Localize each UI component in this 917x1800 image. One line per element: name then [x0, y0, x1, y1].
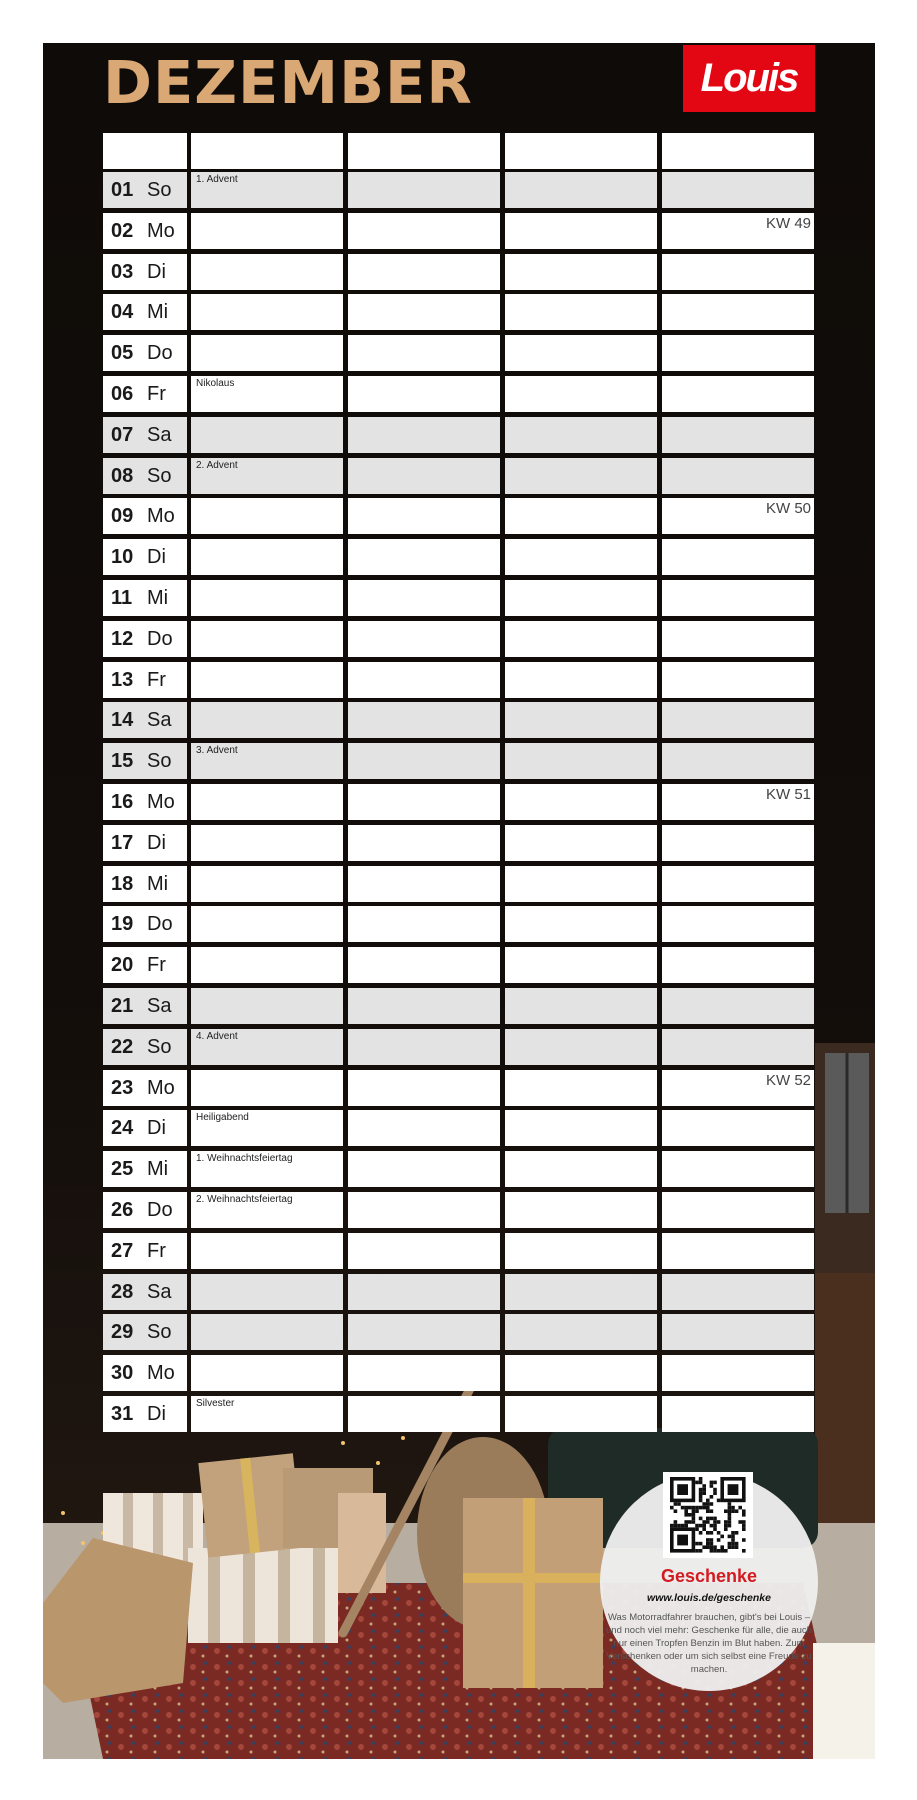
- header-cell: [191, 133, 343, 169]
- calendar-week-label: KW 52: [765, 1072, 811, 1089]
- weekday-name: Do: [147, 912, 173, 935]
- entry-cell[interactable]: [662, 1029, 814, 1065]
- entry-cell[interactable]: [505, 662, 657, 698]
- entry-cell[interactable]: [505, 906, 657, 942]
- day-label: [103, 906, 187, 942]
- entry-cell[interactable]: [348, 458, 500, 494]
- entry-cell[interactable]: [348, 417, 500, 453]
- day-label: [103, 988, 187, 1024]
- entry-cell[interactable]: [505, 825, 657, 861]
- entry-cell[interactable]: [662, 702, 814, 738]
- day-label: [103, 662, 187, 698]
- weekday-name: Sa: [147, 994, 172, 1017]
- header-cell: [348, 133, 500, 169]
- entry-cell[interactable]: [662, 906, 814, 942]
- entry-cell[interactable]: [191, 172, 343, 208]
- day-number: 12: [111, 627, 134, 650]
- weekday-name: Di: [147, 831, 166, 854]
- entry-cell[interactable]: [662, 213, 814, 249]
- entry-cell[interactable]: [505, 335, 657, 371]
- day-number: 09: [111, 504, 134, 527]
- header-cell: [103, 133, 187, 169]
- day-label: [103, 417, 187, 453]
- day-number: 27: [111, 1239, 134, 1262]
- day-number: 18: [111, 872, 134, 895]
- holiday-note: 1. Weihnachtsfeiertag: [196, 1153, 293, 1164]
- day-label: [103, 254, 187, 290]
- entry-cell[interactable]: [348, 1029, 500, 1065]
- day-label: [103, 743, 187, 779]
- day-number: 16: [111, 790, 134, 813]
- weekday-name: So: [147, 464, 172, 487]
- entry-cell[interactable]: [348, 539, 500, 575]
- qr-code[interactable]: [663, 1472, 753, 1558]
- weekday-name: Fr: [147, 668, 166, 691]
- entry-cell[interactable]: [662, 1314, 814, 1350]
- calendar-week-label: KW 50: [765, 500, 811, 517]
- entry-cell[interactable]: [348, 743, 500, 779]
- entry-cell[interactable]: [191, 1070, 343, 1106]
- entry-cell[interactable]: [191, 825, 343, 861]
- day-label: [103, 1070, 187, 1106]
- entry-cell[interactable]: [348, 1070, 500, 1106]
- entry-cell[interactable]: [348, 335, 500, 371]
- entry-cell[interactable]: [662, 1070, 814, 1106]
- entry-cell[interactable]: [662, 254, 814, 290]
- weekday-name: Do: [147, 1198, 173, 1221]
- weekday-name: Di: [147, 260, 166, 283]
- entry-cell[interactable]: [348, 906, 500, 942]
- day-label: [103, 172, 187, 208]
- day-number: 26: [111, 1198, 134, 1221]
- entry-cell[interactable]: [348, 662, 500, 698]
- entry-cell[interactable]: [505, 458, 657, 494]
- weekday-name: Do: [147, 341, 173, 364]
- entry-cell[interactable]: [348, 294, 500, 330]
- day-number: 15: [111, 749, 134, 772]
- calendar-page: [43, 43, 875, 1759]
- entry-cell[interactable]: [662, 784, 814, 820]
- holiday-note: 1. Advent: [196, 174, 238, 185]
- day-label: [103, 376, 187, 412]
- day-number: 23: [111, 1076, 134, 1099]
- day-label: [103, 947, 187, 983]
- entry-cell[interactable]: [348, 1151, 500, 1187]
- holiday-note: Nikolaus: [196, 378, 235, 389]
- entry-cell[interactable]: [662, 376, 814, 412]
- entry-cell[interactable]: [662, 417, 814, 453]
- entry-cell[interactable]: [348, 988, 500, 1024]
- entry-cell[interactable]: [191, 743, 343, 779]
- entry-cell[interactable]: [505, 294, 657, 330]
- entry-cell[interactable]: [662, 621, 814, 657]
- entry-cell[interactable]: [505, 172, 657, 208]
- entry-cell[interactable]: [191, 539, 343, 575]
- weekday-name: Mo: [147, 790, 175, 813]
- day-number: 22: [111, 1035, 134, 1058]
- entry-cell[interactable]: [191, 702, 343, 738]
- entry-cell[interactable]: [505, 1110, 657, 1146]
- day-number: 17: [111, 831, 134, 854]
- entry-cell[interactable]: [662, 825, 814, 861]
- day-label: [103, 498, 187, 534]
- day-label: [103, 294, 187, 330]
- holiday-note: 4. Advent: [196, 1031, 238, 1042]
- entry-cell[interactable]: [348, 1274, 500, 1310]
- entry-cell[interactable]: [662, 172, 814, 208]
- entry-cell[interactable]: [191, 1110, 343, 1146]
- calendar-week-label: KW 49: [765, 215, 811, 232]
- entry-cell[interactable]: [662, 458, 814, 494]
- entry-cell[interactable]: [191, 1151, 343, 1187]
- entry-cell[interactable]: [191, 1192, 343, 1228]
- entry-cell[interactable]: [662, 1151, 814, 1187]
- day-label: [103, 1274, 187, 1310]
- day-label: [103, 580, 187, 616]
- day-number: 03: [111, 260, 134, 283]
- entry-cell[interactable]: [662, 1110, 814, 1146]
- holiday-note: 2. Advent: [196, 460, 238, 471]
- weekday-name: Fr: [147, 382, 166, 405]
- entry-cell[interactable]: [505, 1151, 657, 1187]
- weekday-name: So: [147, 178, 172, 201]
- day-label: [103, 1355, 187, 1391]
- entry-cell[interactable]: [662, 947, 814, 983]
- entry-cell[interactable]: [348, 1396, 500, 1432]
- day-label: [103, 1314, 187, 1350]
- day-number: 07: [111, 423, 134, 446]
- day-label: [103, 1233, 187, 1269]
- entry-cell[interactable]: [505, 621, 657, 657]
- day-label: [103, 866, 187, 902]
- header-cell: [505, 133, 657, 169]
- day-label: [103, 1192, 187, 1228]
- weekday-name: Sa: [147, 423, 172, 446]
- weekday-name: Mo: [147, 1076, 175, 1099]
- entry-cell[interactable]: [505, 743, 657, 779]
- day-number: 13: [111, 668, 134, 691]
- entry-cell[interactable]: [505, 866, 657, 902]
- entry-cell[interactable]: [505, 1274, 657, 1310]
- weekday-name: Di: [147, 545, 166, 568]
- entry-cell[interactable]: [191, 662, 343, 698]
- day-label: [103, 458, 187, 494]
- entry-cell[interactable]: [662, 1192, 814, 1228]
- entry-cell[interactable]: [662, 539, 814, 575]
- day-number: 05: [111, 341, 134, 364]
- entry-cell[interactable]: [505, 376, 657, 412]
- entry-cell[interactable]: [662, 294, 814, 330]
- entry-cell[interactable]: [348, 621, 500, 657]
- holiday-note: 2. Weihnachtsfeiertag: [196, 1194, 293, 1205]
- entry-cell[interactable]: [191, 621, 343, 657]
- holiday-note: Heiligabend: [196, 1112, 249, 1123]
- entry-cell[interactable]: [505, 213, 657, 249]
- day-label: [103, 702, 187, 738]
- entry-cell[interactable]: [191, 1233, 343, 1269]
- day-label: [103, 1110, 187, 1146]
- entry-cell[interactable]: [662, 1274, 814, 1310]
- day-number: 20: [111, 953, 134, 976]
- entry-cell[interactable]: [505, 1233, 657, 1269]
- entry-cell[interactable]: [505, 254, 657, 290]
- holiday-note: 3. Advent: [196, 745, 238, 756]
- weekday-name: Do: [147, 627, 173, 650]
- entry-cell[interactable]: [191, 294, 343, 330]
- day-number: 08: [111, 464, 134, 487]
- promo-title: Geschenke: [660, 1566, 758, 1586]
- entry-cell[interactable]: [662, 1355, 814, 1391]
- entry-cell[interactable]: [191, 498, 343, 534]
- entry-cell[interactable]: [348, 580, 500, 616]
- entry-cell[interactable]: [191, 335, 343, 371]
- entry-cell[interactable]: [191, 947, 343, 983]
- entry-cell[interactable]: [505, 580, 657, 616]
- entry-cell[interactable]: [191, 1029, 343, 1065]
- entry-cell[interactable]: [348, 947, 500, 983]
- entry-cell[interactable]: [662, 1396, 814, 1432]
- entry-cell[interactable]: [505, 1029, 657, 1065]
- entry-cell[interactable]: [348, 866, 500, 902]
- promo-link[interactable]: www.louis.de/geschenke: [647, 1592, 771, 1604]
- entry-cell[interactable]: [348, 172, 500, 208]
- entry-cell[interactable]: [662, 1233, 814, 1269]
- entry-cell[interactable]: [505, 539, 657, 575]
- entry-cell[interactable]: [191, 213, 343, 249]
- entry-cell[interactable]: [662, 988, 814, 1024]
- entry-cell[interactable]: [348, 1110, 500, 1146]
- weekday-name: Di: [147, 1116, 166, 1139]
- entry-cell[interactable]: [191, 376, 343, 412]
- promo-description: Was Motorradfahrer brauchen, gibt's bei Louis – und noch viel mehr: Geschenke für alle, die auch nur einen Tropfen Benzin im Blut haben. Zum Verschenken oder um sich selbst eine Freude zu machen.: [606, 1612, 812, 1675]
- day-number: 06: [111, 382, 134, 405]
- entry-cell[interactable]: [191, 254, 343, 290]
- entry-cell[interactable]: [505, 417, 657, 453]
- entry-cell[interactable]: [505, 988, 657, 1024]
- day-number: 02: [111, 219, 134, 242]
- day-number: 28: [111, 1280, 134, 1303]
- calendar-week-label: KW 51: [765, 786, 811, 803]
- header-cell: [662, 133, 814, 169]
- weekday-name: Fr: [147, 1239, 166, 1262]
- entry-cell[interactable]: [348, 254, 500, 290]
- day-number: 19: [111, 912, 134, 935]
- entry-cell[interactable]: [348, 213, 500, 249]
- day-label: [103, 539, 187, 575]
- day-label: [103, 784, 187, 820]
- weekday-name: Mi: [147, 872, 169, 895]
- day-label: [103, 1029, 187, 1065]
- holiday-note: Silvester: [196, 1398, 235, 1409]
- entry-cell[interactable]: [191, 1274, 343, 1310]
- entry-cell[interactable]: [348, 784, 500, 820]
- weekday-name: Mi: [147, 586, 169, 609]
- entry-cell[interactable]: [505, 1396, 657, 1432]
- day-number: 24: [111, 1116, 134, 1139]
- louis-logo: Louis: [683, 45, 815, 112]
- entry-cell[interactable]: [662, 662, 814, 698]
- weekday-name: Mi: [147, 300, 169, 323]
- entry-cell[interactable]: [505, 1314, 657, 1350]
- weekday-name: Fr: [147, 953, 166, 976]
- qr-code-icon: [663, 1472, 753, 1558]
- entry-cell[interactable]: [505, 498, 657, 534]
- entry-cell[interactable]: [505, 784, 657, 820]
- day-number: 01: [111, 178, 134, 201]
- entry-cell[interactable]: [662, 335, 814, 371]
- entry-cell[interactable]: [505, 1070, 657, 1106]
- weekday-name: Sa: [147, 708, 172, 731]
- month-title: DEZEMBER: [103, 48, 473, 117]
- entry-cell[interactable]: [191, 1396, 343, 1432]
- weekday-name: Di: [147, 1402, 166, 1425]
- entry-cell[interactable]: [191, 580, 343, 616]
- day-number: 11: [111, 586, 133, 609]
- day-number: 30: [111, 1361, 134, 1384]
- entry-cell[interactable]: [348, 825, 500, 861]
- day-number: 04: [111, 300, 134, 323]
- entry-cell[interactable]: [348, 1192, 500, 1228]
- day-label: [103, 335, 187, 371]
- entry-cell[interactable]: [662, 580, 814, 616]
- day-label: [103, 1396, 187, 1432]
- entry-cell[interactable]: [191, 866, 343, 902]
- day-label: [103, 213, 187, 249]
- day-number: 25: [111, 1157, 134, 1180]
- entry-cell[interactable]: [505, 947, 657, 983]
- weekday-name: Sa: [147, 1280, 172, 1303]
- entry-cell[interactable]: [191, 1355, 343, 1391]
- day-number: 10: [111, 545, 134, 568]
- entry-cell[interactable]: [662, 866, 814, 902]
- entry-cell[interactable]: [191, 1314, 343, 1350]
- weekday-name: Mi: [147, 1157, 169, 1180]
- entry-cell[interactable]: [505, 702, 657, 738]
- entry-cell[interactable]: [191, 417, 343, 453]
- entry-cell[interactable]: [191, 906, 343, 942]
- entry-cell[interactable]: [191, 784, 343, 820]
- day-number: 29: [111, 1320, 134, 1343]
- weekday-name: Mo: [147, 504, 175, 527]
- entry-cell[interactable]: [348, 1314, 500, 1350]
- day-label: [103, 621, 187, 657]
- entry-cell[interactable]: [348, 1355, 500, 1391]
- weekday-name: Mo: [147, 219, 175, 242]
- entry-cell[interactable]: [191, 458, 343, 494]
- day-label: [103, 1151, 187, 1187]
- day-number: 21: [111, 994, 134, 1017]
- entry-cell[interactable]: [191, 988, 343, 1024]
- weekday-name: Mo: [147, 1361, 175, 1384]
- weekday-name: So: [147, 1320, 172, 1343]
- entry-cell[interactable]: [348, 702, 500, 738]
- entry-cell[interactable]: [348, 498, 500, 534]
- day-number: 14: [111, 708, 134, 731]
- entry-cell[interactable]: [662, 743, 814, 779]
- day-label: [103, 825, 187, 861]
- entry-cell[interactable]: [505, 1355, 657, 1391]
- entry-cell[interactable]: [348, 376, 500, 412]
- entry-cell[interactable]: [505, 1192, 657, 1228]
- day-number: 31: [111, 1402, 134, 1425]
- weekday-name: So: [147, 1035, 172, 1058]
- weekday-name: So: [147, 749, 172, 772]
- entry-cell[interactable]: [662, 498, 814, 534]
- entry-cell[interactable]: [348, 1233, 500, 1269]
